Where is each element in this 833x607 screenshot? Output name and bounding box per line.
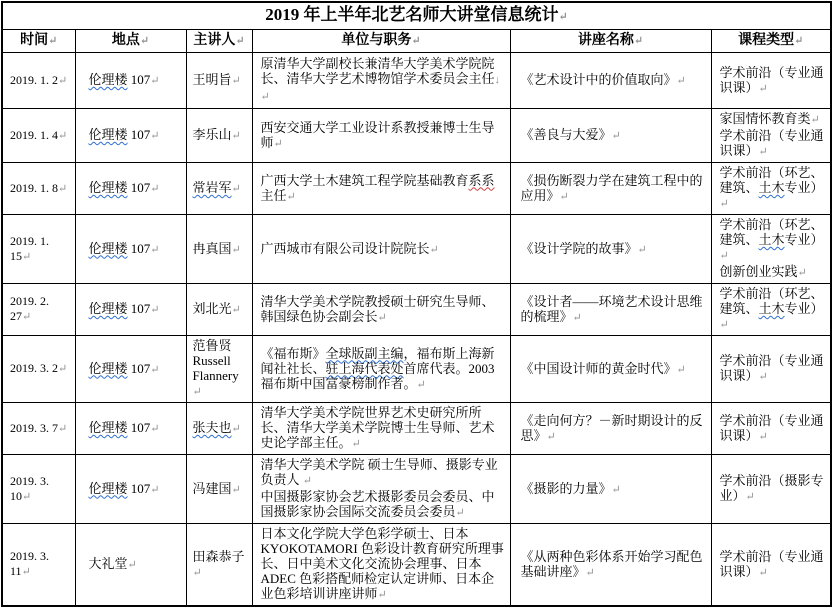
pilcrow-mark: ↵ (810, 114, 820, 126)
paragraph: 家国情怀教育类↵ (719, 111, 820, 126)
table-row (2, 53, 831, 109)
table-row (2, 215, 831, 284)
cell-course_type (711, 284, 831, 336)
cell-time (2, 336, 75, 403)
paragraph: 伦理楼 107↵ (88, 127, 160, 142)
pilcrow-mark: ↵ (758, 430, 768, 443)
pilcrow-mark: ↵ (150, 243, 160, 256)
pilcrow-mark: ↵ (231, 130, 241, 142)
column-header-time: 时间↵ (2, 30, 75, 53)
cell-unit (252, 53, 510, 109)
pilcrow-mark: ↵ (429, 243, 439, 256)
pilcrow-mark: ↵ (231, 183, 241, 195)
paragraph (261, 88, 506, 105)
spellcheck-squiggle: 常岩军 (192, 180, 232, 195)
paragraph: 伦理楼 107↵ (88, 420, 160, 435)
paragraph: 《艺术设计中的价值取向》↵ (520, 72, 686, 87)
paragraph: 广西城市有限公司设计院院长↵ (260, 240, 439, 256)
cell-time (2, 403, 75, 455)
pilcrow-mark: ↵ (58, 129, 68, 142)
spellcheck-squiggle: 土木 (758, 232, 785, 247)
paragraph: 伦理楼 107↵ (88, 360, 160, 376)
paragraph: 2019. 1. 4↵ (10, 127, 68, 142)
pilcrow-mark: ↵ (797, 267, 807, 279)
pilcrow-mark: ↵ (455, 507, 465, 519)
cell-location (75, 455, 186, 524)
pilcrow-mark: ↵ (302, 475, 312, 487)
paragraph: 《中国设计师的黄金时代》↵ (520, 360, 686, 376)
cell-speaker (186, 109, 252, 163)
cell-course_type (711, 455, 831, 524)
cell-lecture (510, 336, 711, 403)
pilcrow-mark: ↵ (558, 11, 568, 23)
table-row (2, 336, 831, 403)
spellcheck-squiggle: 伦理楼 (88, 240, 128, 256)
paragraph: 学术前沿（环艺、建筑、土木专业）↵ (719, 217, 824, 262)
pilcrow-mark: ↵ (611, 130, 621, 142)
paragraph: 《走向何方？－新时期设计的反思》↵ (520, 412, 703, 443)
spellcheck-squiggle: 伦理楼 (88, 480, 128, 496)
pilcrow-mark: ↵ (231, 75, 241, 87)
spellcheck-squiggle: 伦理楼 (88, 127, 128, 142)
paragraph: 刘北光↵ (192, 301, 241, 316)
pilcrow-mark: ↵ (150, 483, 160, 496)
paragraph: 学术前沿（专业通识课）↵ (719, 128, 824, 158)
paragraph: 2019. 3. 11↵ (10, 549, 49, 578)
cell-course_type (711, 109, 831, 163)
column-header-lecture: 讲座名称↵ (510, 30, 711, 53)
paragraph: 伦理楼 107↵ (88, 240, 160, 256)
paragraph: 学术前沿（专业通识课）↵ (719, 64, 824, 95)
paragraph: 冉真国↵ (192, 240, 241, 256)
pilcrow-mark: ↵ (676, 75, 686, 87)
paragraph: 2019. 2. 27↵ (10, 294, 49, 323)
paragraph: 冯建国↵ (192, 480, 241, 496)
paragraph: 学术前沿（摄影专业）↵ (719, 473, 824, 503)
cell-location (75, 109, 186, 163)
cell-location (75, 336, 186, 403)
paragraph: 《善良与大爱》↵ (520, 127, 621, 142)
pilcrow-mark: ↵ (150, 423, 160, 435)
cell-speaker (186, 53, 252, 109)
paragraph: 大礼堂↵ (88, 556, 137, 571)
paragraph: 《损伤断裂力学在建筑工程中的应用》↵ (520, 172, 703, 203)
spellcheck-squiggle: 驻上海代表处 (325, 360, 404, 376)
paragraph: 《从两种色彩体系开始学习配色基础讲座》↵ (520, 548, 703, 579)
paragraph: 《福布斯》全球版副主编，福布斯上海新闻社社长、驻上海代表处首席代表。2003 福布斯中国富豪榜制作者。↵ (260, 345, 495, 391)
paragraph: 《摄影的力量》↵ (520, 480, 621, 496)
spellcheck-squiggle: 土木 (758, 301, 785, 316)
pilcrow-mark: ↵ (260, 91, 270, 103)
lecture-info-table (1, 1, 832, 607)
pilcrow-mark: ↵ (150, 363, 160, 376)
paragraph: 学术前沿（专业通识课）↵ (719, 548, 824, 579)
cell-course_type (711, 336, 831, 403)
cell-time (2, 455, 75, 524)
cell-unit (252, 403, 510, 455)
pilcrow-mark: ↵ (150, 304, 160, 316)
pilcrow-mark: ↵ (794, 35, 804, 47)
pilcrow-mark: ↵ (48, 35, 58, 47)
title-row (2, 2, 831, 30)
pilcrow-mark: ↵ (758, 146, 768, 158)
pilcrow-mark: ↵ (611, 483, 621, 496)
cell-speaker (186, 284, 252, 336)
cell-time (2, 284, 75, 336)
pilcrow-mark: ↵ (58, 182, 68, 195)
cell-unit (252, 109, 510, 163)
pilcrow-mark: ↵ (231, 304, 241, 316)
pilcrow-mark: ↵ (637, 243, 647, 256)
pilcrow-mark: ↵ (21, 566, 31, 578)
pilcrow-mark: ↵ (58, 422, 68, 435)
cell-unit (252, 215, 510, 284)
pilcrow-mark: ↵ (585, 566, 595, 579)
pilcrow-mark: ↵ (150, 183, 160, 195)
paragraph: 《设计者——环境艺术设计思维的梳理》↵ (520, 293, 703, 324)
paragraph: 2019. 3. 7↵ (10, 420, 68, 435)
pilcrow-mark: ↵ (411, 35, 421, 47)
pilcrow-mark: ↵ (231, 423, 241, 435)
spellcheck-squiggle: 伦理楼 (88, 180, 128, 195)
pilcrow-mark: ↵ (719, 198, 729, 210)
cell-unit (252, 336, 510, 403)
spellcheck-squiggle: 伦理楼 (88, 420, 128, 435)
pilcrow-mark: ↵ (676, 363, 686, 376)
cell-speaker (186, 163, 252, 215)
paragraph: 清华大学美术学院教授硕士研究生导师、韩国绿色协会副会长↵ (260, 293, 495, 324)
paragraph: 西安交通大学工业设计系教授兼博士生导师↵ (260, 119, 495, 150)
paragraph: 2019. 1. 2↵ (10, 72, 68, 87)
pilcrow-mark: ↵ (286, 190, 296, 203)
cell-speaker (186, 403, 252, 455)
cell-time (2, 53, 75, 109)
cell-unit (252, 284, 510, 336)
table-body (2, 2, 831, 606)
cell-lecture (510, 524, 711, 607)
cell-unit (252, 524, 510, 607)
column-header-location: 地点↵ (75, 30, 186, 53)
pilcrow-mark: ↵ (58, 74, 68, 87)
pilcrow-mark: ↵ (758, 82, 768, 95)
cell-location (75, 524, 186, 607)
paragraph: 清华大学美术学院世界艺术史研究所所长、清华大学美术学院博士生导师、艺术史论学部主任。↵ (260, 405, 495, 450)
pilcrow-mark: ↵ (745, 491, 755, 503)
pilcrow-mark: ↵ (22, 250, 32, 263)
paragraph: 2019. 1. 8↵ (10, 180, 68, 195)
pilcrow-mark: ↵ (192, 566, 202, 579)
cell-lecture (510, 215, 711, 284)
pilcrow-mark: ↵ (719, 319, 729, 331)
page-title: 2019 年上半年北艺名师大讲堂信息统计↵ (2, 2, 831, 30)
pilcrow-mark: ↵ (235, 35, 245, 47)
paragraph: 日本文化学院大学色彩学硕士、日本 KYOKOTAMORI 色彩设计教育研究所理事长、日中美术文化交流协会理事、日本 ADEC 色彩搭配师检定认定讲师、日本企业色彩培训讲座讲师↵ (260, 526, 504, 601)
pilcrow-mark: ↵ (273, 137, 283, 150)
paragraph: 伦理楼 107↵ (88, 480, 160, 496)
spellcheck-squiggle: 全球版副主编 (325, 345, 404, 361)
paragraph: 学术前沿（专业通识课）↵ (719, 412, 824, 443)
paragraph: 田森恭子↵ (192, 548, 245, 579)
cell-speaker (186, 455, 252, 524)
paragraph: 广西大学土木建筑工程学院基础教育系系主任↵ (260, 172, 495, 203)
pilcrow-mark: ↵ (231, 483, 241, 496)
spellcheck-squiggle: 伦理楼 (88, 301, 128, 316)
cell-location (75, 163, 186, 215)
pilcrow-mark: ↵ (351, 438, 361, 450)
cell-course_type (711, 163, 831, 215)
pilcrow-mark: ↵ (416, 378, 426, 391)
spellcheck-squiggle: 土木 (758, 180, 785, 195)
table-row (2, 403, 831, 455)
pilcrow-mark: ↵ (139, 35, 150, 47)
pilcrow-mark: ↵ (377, 311, 387, 324)
table-row (2, 524, 831, 607)
document-page (0, 1, 833, 601)
cell-time (2, 163, 75, 215)
pilcrow-mark: ↵ (150, 75, 160, 87)
paragraph: 创新创业实践↵ (719, 264, 807, 279)
cell-speaker (186, 336, 252, 403)
paragraph: 2019. 3. 2↵ (10, 361, 68, 375)
pilcrow-mark: ↵ (633, 35, 644, 47)
pilcrow-mark: ↵ (758, 371, 768, 383)
paragraph: 伦理楼 107↵ (88, 180, 160, 195)
cell-lecture (510, 163, 711, 215)
paragraph: 原清华大学副校长兼清华大学美术学院院长、清华大学艺术博物馆学术委员会主任↓ (260, 56, 501, 86)
pilcrow-mark: ↵ (559, 190, 569, 203)
paragraph: 学术前沿（专业通识课）↵ (719, 353, 824, 383)
cell-location (75, 403, 186, 455)
paragraph: 《设计学院的故事》↵ (520, 240, 647, 256)
paragraph: 2019. 1. 15↵ (10, 233, 49, 263)
cell-lecture (510, 284, 711, 336)
cell-unit (252, 163, 510, 215)
spellcheck-squiggle: 伦理楼 (88, 72, 128, 87)
cell-location (75, 215, 186, 284)
paragraph: 伦理楼 107↵ (88, 301, 160, 316)
pilcrow-mark: ↵ (377, 589, 387, 601)
cell-location (75, 53, 186, 109)
column-header-speaker: 主讲人↵ (186, 30, 252, 53)
line-break-mark: ↓ (494, 74, 501, 86)
cell-location (75, 284, 186, 336)
cell-course_type (711, 53, 831, 109)
cell-speaker (186, 215, 252, 284)
paragraph: 2019. 3. 10↵ (10, 473, 49, 503)
pilcrow-mark: ↵ (58, 363, 68, 375)
spellcheck-squiggle: 张夫也 (192, 420, 232, 435)
paragraph: 中国摄影家协会艺术摄影委员会委员、中国摄影家协会国际交流委员会委员↵ (260, 489, 495, 519)
column-header-unit: 单位与职务↵ (252, 30, 510, 53)
cell-lecture (510, 53, 711, 109)
cell-lecture (510, 109, 711, 163)
cell-course_type (711, 524, 831, 607)
cell-course_type (711, 403, 831, 455)
spellcheck-squiggle: 系系 (468, 172, 495, 188)
pilcrow-mark: ↵ (192, 386, 202, 398)
paragraph: 范鲁贤 Russell Flannery↵ (192, 338, 239, 398)
pilcrow-mark: ↵ (572, 311, 582, 324)
pilcrow-mark: ↵ (231, 243, 241, 256)
spellcheck-squiggle: 伦理楼 (88, 360, 128, 376)
paragraph (193, 420, 246, 437)
column-header-course_type: 课程类型↵ (711, 30, 831, 53)
cell-lecture (510, 455, 711, 524)
pilcrow-mark: ↵ (719, 250, 729, 262)
pilcrow-mark: ↵ (546, 430, 556, 443)
cell-unit (252, 455, 510, 524)
pilcrow-mark: ↵ (127, 559, 137, 571)
cell-speaker (186, 524, 252, 607)
header-row (2, 30, 831, 53)
pilcrow-mark: ↵ (758, 566, 768, 579)
cell-time (2, 215, 75, 284)
cell-time (2, 524, 75, 607)
cell-lecture (510, 403, 711, 455)
paragraph: 学术前沿（环艺、建筑、土木专业）↵ (719, 286, 824, 331)
paragraph: 清华大学美术学院 硕士生导师、摄影专业负责人 ↵ (260, 457, 498, 487)
table-row (2, 109, 831, 163)
pilcrow-mark: ↵ (22, 490, 32, 503)
paragraph: 王明旨↵ (192, 72, 241, 87)
table-row (2, 455, 831, 524)
pilcrow-mark: ↵ (22, 311, 32, 323)
paragraph: 学术前沿（环艺、建筑、土木专业）↵ (719, 165, 824, 210)
table-row (2, 163, 831, 215)
pilcrow-mark: ↵ (150, 130, 160, 142)
table-row (2, 284, 831, 336)
paragraph (193, 180, 246, 197)
cell-time (2, 109, 75, 163)
cell-course_type (711, 215, 831, 284)
paragraph: 伦理楼 107↵ (88, 72, 160, 87)
paragraph: 李乐山↵ (192, 127, 241, 142)
